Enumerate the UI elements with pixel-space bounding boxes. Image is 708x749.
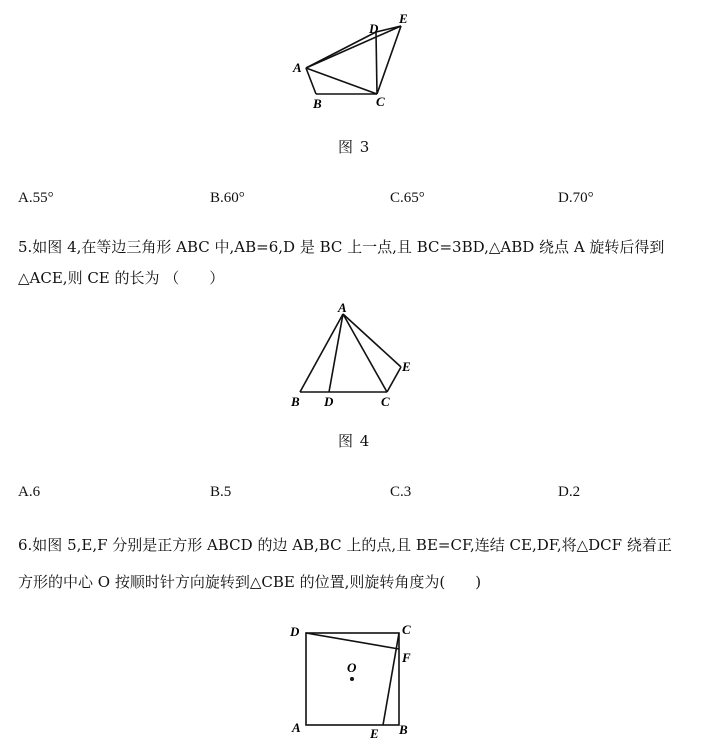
fig4-label-d: D — [324, 394, 334, 409]
q5-option-d: D.2 — [558, 484, 581, 500]
figure-5-diagram — [280, 618, 430, 745]
q5-option-a: A.6 — [18, 484, 41, 500]
fig5-label-b: B — [399, 722, 408, 737]
figure-3 — [280, 8, 430, 118]
fig4-label-e: E — [402, 359, 411, 374]
fig3-label-a: A — [293, 60, 302, 75]
question-6 — [18, 530, 698, 598]
fig3-label-e: E — [399, 11, 408, 26]
q5-option-c: C.3 — [390, 484, 412, 500]
fig5-label-c: C — [402, 622, 411, 637]
center-point-o — [350, 677, 354, 681]
figure-5 — [280, 618, 430, 745]
q5-option-b: B.5 — [210, 484, 232, 500]
fig5-label-d: D — [290, 624, 300, 639]
fig5-label-o: O — [347, 660, 357, 675]
q4-option-a: A.55° — [18, 190, 54, 206]
figure-3-diagram — [280, 8, 430, 118]
q5-line-2: △ACE,则 CE 的长为 （ ） — [18, 269, 225, 287]
q5-line-1: 5.如图 4,在等边三角形 ABC 中,AB=6,D 是 BC 上一点,且 BC=3BD,△ABD 绕点 A 旋转后得到 — [18, 238, 665, 256]
q4-option-b: B.60° — [210, 190, 245, 206]
figure-3-caption: 图 3 — [338, 138, 371, 156]
fig3-label-c: C — [376, 94, 385, 109]
fig3-label-d: D — [369, 21, 379, 36]
figure-4-caption: 图 4 — [338, 432, 371, 450]
fig5-label-f: F — [402, 650, 411, 665]
figure-4 — [280, 300, 420, 410]
fig4-label-b: B — [291, 394, 300, 409]
fig4-label-a: A — [338, 300, 347, 315]
figure-4-diagram — [280, 300, 420, 410]
q4-option-c: C.65° — [390, 190, 425, 206]
q6-line-2: 方形的中心 O 按顺时针方向旋转到△CBE 的位置,则旋转角度为( ) — [18, 573, 482, 591]
fig3-label-b: B — [313, 96, 322, 111]
fig4-label-c: C — [381, 394, 390, 409]
question-5 — [18, 232, 698, 294]
q6-line-1: 6.如图 5,E,F 分别是正方形 ABCD 的边 AB,BC 上的点,且 BE=CF,连结 CE,DF,将△DCF 绕着正 — [18, 536, 672, 554]
fig5-label-e: E — [370, 726, 379, 741]
q4-option-d: D.70° — [558, 190, 594, 206]
fig5-label-a: A — [292, 720, 301, 735]
